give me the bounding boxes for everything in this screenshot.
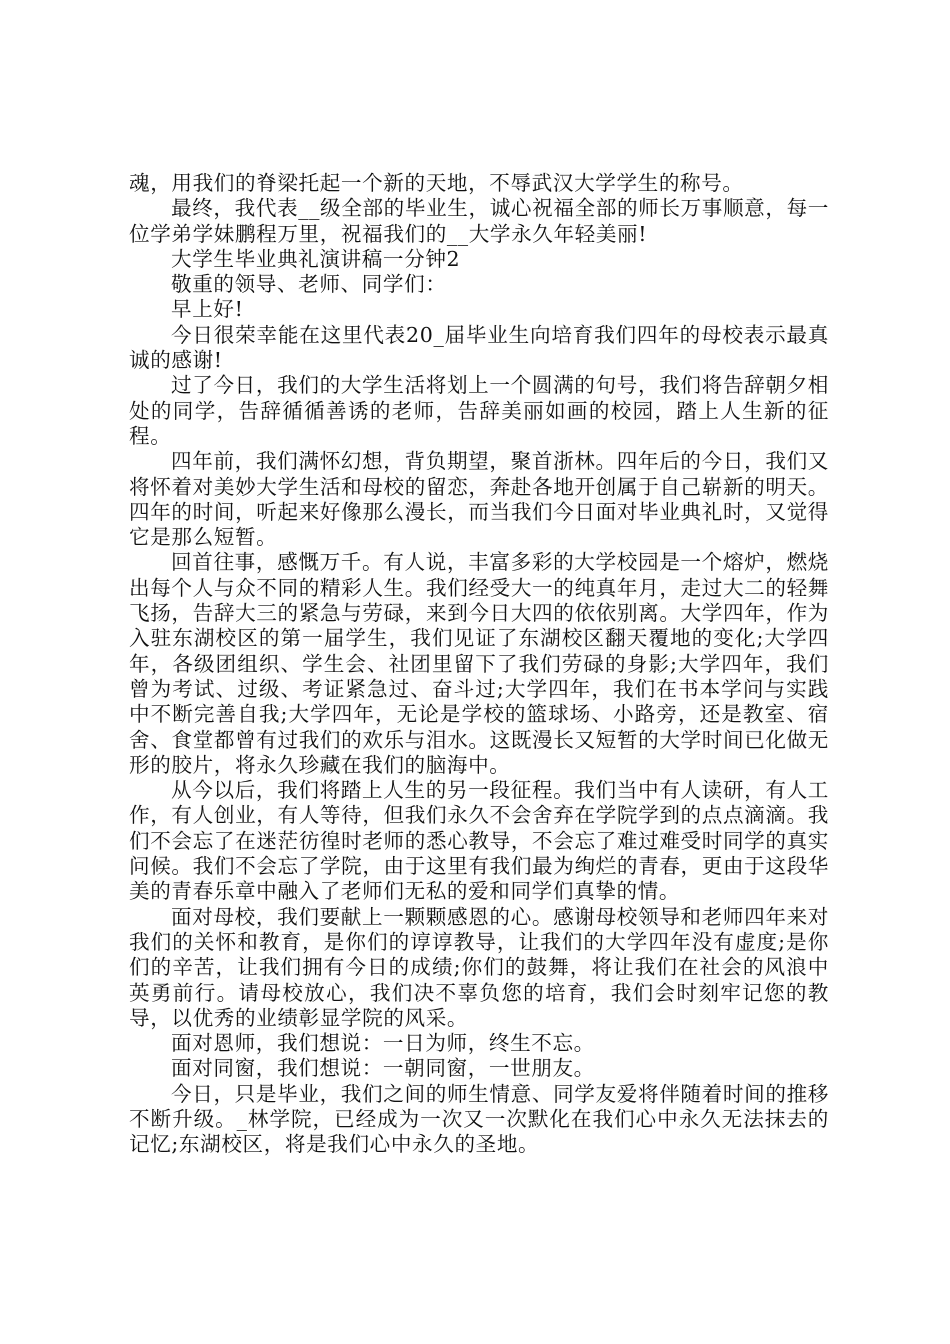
paragraph: 过了今日，我们的大学生活将划上一个圆满的句号，我们将告辞朝夕相处的同学，告辞循循善诱的老师，告辞美丽如画的校园，踏上人生新的征程。 xyxy=(129,373,829,448)
paragraph: 今日，只是毕业，我们之间的师生情意、同学友爱将伴随着时间的推移不断升级。_林学院，已经成为一次又一次默化在我们心中永久无法抹去的记忆;东湖校区，将是我们心中永久的圣地。 xyxy=(129,1081,829,1157)
greeting: 早上好! xyxy=(171,297,244,322)
section-title: 大学生毕业典礼演讲稿一分钟2 xyxy=(171,246,461,271)
paragraph: 面对同窗，我们想说：一朝同窗，一世朋友。 xyxy=(171,1056,595,1081)
paragraph: 四年前，我们满怀幻想，背负期望，聚首浙林。四年后的今日，我们又将怀着对美妙大学生活和母校的留恋，奔赴各地开创属于自己崭新的明天。四年的时间，听起来好像那么漫长，而当我们今日面对毕业典礼时，又觉得它是那么短暂。 xyxy=(129,449,829,550)
paragraph: 面对恩师，我们想说：一日为师，终生不忘。 xyxy=(171,1031,595,1056)
paragraph: 从今以后，我们将踏上人生的另一段征程。我们当中有人读研，有人工作，有人创业，有人等待，但我们永久不会舍弃在学院学到的点点滴滴。我们不会忘了在迷茫彷徨时老师的悉心教导，不会忘了难过难受时同学的真实问候。我们不会忘了学院，由于这里有我们最为绚烂的青春，更由于这段华美的青春乐章中融入了老师们无私的爱和同学们真挚的情。 xyxy=(129,778,829,904)
salutation: 敬重的领导、老师、同学们： xyxy=(171,272,447,297)
paragraph: 回首往事，感慨万千。有人说，丰富多彩的大学校园是一个熔炉，燃烧出每个人与众不同的精彩人生。我们经受大一的纯真年月，走过大二的轻舞飞扬，告辞大三的紧急与劳碌，来到今日大四的依依别离。大学四年，作为入驻东湖校区的第一届学生，我们见证了东湖校区翻天覆地的变化;大学四年，各级团组织、学生会、社团里留下了我们劳碌的身影;大学四年，我们曾为考试、过级、考证紧急过、奋斗过;大学四年，我们在书本学问与实践中不断完善自我;大学四年，无论是学校的篮球场、小路旁，还是教室、宿舍、食堂都曾有过我们的欢乐与泪水。这既漫长又短暂的大学时间已化做无形的胶片，将永久珍藏在我们的脑海中。 xyxy=(129,550,829,777)
paragraph-continuation: 魂，用我们的脊梁托起一个新的天地，不辱武汉大学学生的称号。 xyxy=(129,171,744,195)
paragraph: 今日很荣幸能在这里代表20_届毕业生向培育我们四年的母校表示最真诚的感谢! xyxy=(129,322,829,373)
paragraph: 面对母校，我们要献上一颗颗感恩的心。感谢母校领导和老师四年来对我们的关怀和教育，是你们的谆谆教导，让我们的大学四年没有虚度;是你们的辛苦，让我们拥有今日的成绩;你们的鼓舞，将让我们在社会的风浪中英勇前行。请母校放心，我们决不辜负您的培育，我们会时刻牢记您的教导，以优秀的业绩彰显学院的风采。 xyxy=(129,904,829,1030)
paragraph: 最终，我代表__级全部的毕业生，诚心祝福全部的师长万事顺意，每一位学弟学妹鹏程万里，祝福我们的__大学永久年轻美丽! xyxy=(129,196,829,246)
document-body xyxy=(129,171,829,1158)
